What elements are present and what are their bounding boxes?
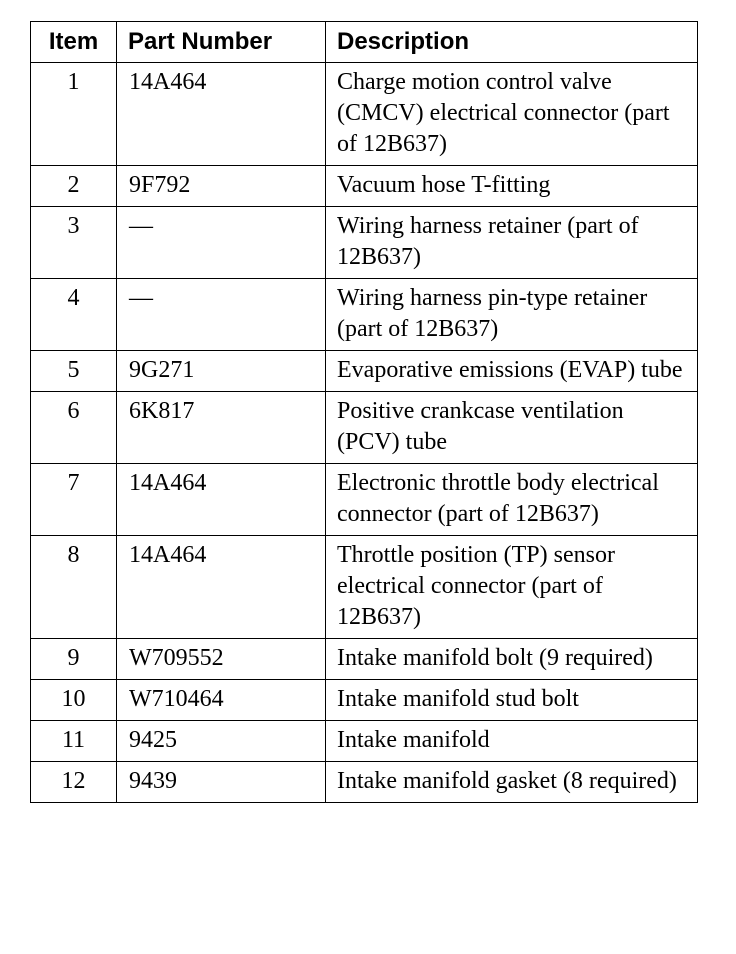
- part-number-cell: 9F792: [117, 166, 326, 207]
- item-cell: 7: [31, 464, 117, 536]
- part-number-cell: 9425: [117, 721, 326, 762]
- description-cell: Intake manifold gasket (8 required): [326, 762, 698, 803]
- table-row: [31, 279, 698, 351]
- table-row: [31, 392, 698, 464]
- table-row: [31, 680, 698, 721]
- item-cell: 12: [31, 762, 117, 803]
- header-description: Description: [326, 22, 698, 63]
- item-cell: 9: [31, 639, 117, 680]
- table-row: [31, 207, 698, 279]
- part-number-cell: 14A464: [117, 63, 326, 166]
- description-cell: Evaporative emissions (EVAP) tube: [326, 351, 698, 392]
- item-cell: 4: [31, 279, 117, 351]
- part-number-cell: 6K817: [117, 392, 326, 464]
- description-cell: Positive crankcase ventilation (PCV) tube: [326, 392, 698, 464]
- item-cell: 2: [31, 166, 117, 207]
- item-cell: 5: [31, 351, 117, 392]
- item-cell: 1: [31, 63, 117, 166]
- part-number-cell: W709552: [117, 639, 326, 680]
- part-number-cell: 9439: [117, 762, 326, 803]
- header-part-number: Part Number: [117, 22, 326, 63]
- header-row: [31, 22, 698, 63]
- part-number-cell: W710464: [117, 680, 326, 721]
- description-cell: Intake manifold bolt (9 required): [326, 639, 698, 680]
- table-row: [31, 464, 698, 536]
- item-cell: 8: [31, 536, 117, 639]
- description-cell: Intake manifold stud bolt: [326, 680, 698, 721]
- item-cell: 3: [31, 207, 117, 279]
- item-cell: 11: [31, 721, 117, 762]
- item-cell: 10: [31, 680, 117, 721]
- description-cell: Wiring harness retainer (part of 12B637): [326, 207, 698, 279]
- part-number-cell: 14A464: [117, 464, 326, 536]
- description-cell: Electronic throttle body electrical connector (part of 12B637): [326, 464, 698, 536]
- description-cell: Vacuum hose T-fitting: [326, 166, 698, 207]
- item-cell: 6: [31, 392, 117, 464]
- description-cell: Throttle position (TP) sensor electrical connector (part of 12B637): [326, 536, 698, 639]
- table-row: [31, 63, 698, 166]
- part-number-cell: —: [117, 279, 326, 351]
- table-row: [31, 536, 698, 639]
- description-cell: Intake manifold: [326, 721, 698, 762]
- table-row: [31, 721, 698, 762]
- header-item: Item: [31, 22, 117, 63]
- table-row: [31, 351, 698, 392]
- table-row: [31, 166, 698, 207]
- part-number-cell: —: [117, 207, 326, 279]
- description-cell: Wiring harness pin-type retainer (part of 12B637): [326, 279, 698, 351]
- part-number-cell: 14A464: [117, 536, 326, 639]
- parts-table: [30, 21, 698, 803]
- description-cell: Charge motion control valve (CMCV) electrical connector (part of 12B637): [326, 63, 698, 166]
- table-row: [31, 639, 698, 680]
- part-number-cell: 9G271: [117, 351, 326, 392]
- table-row: [31, 762, 698, 803]
